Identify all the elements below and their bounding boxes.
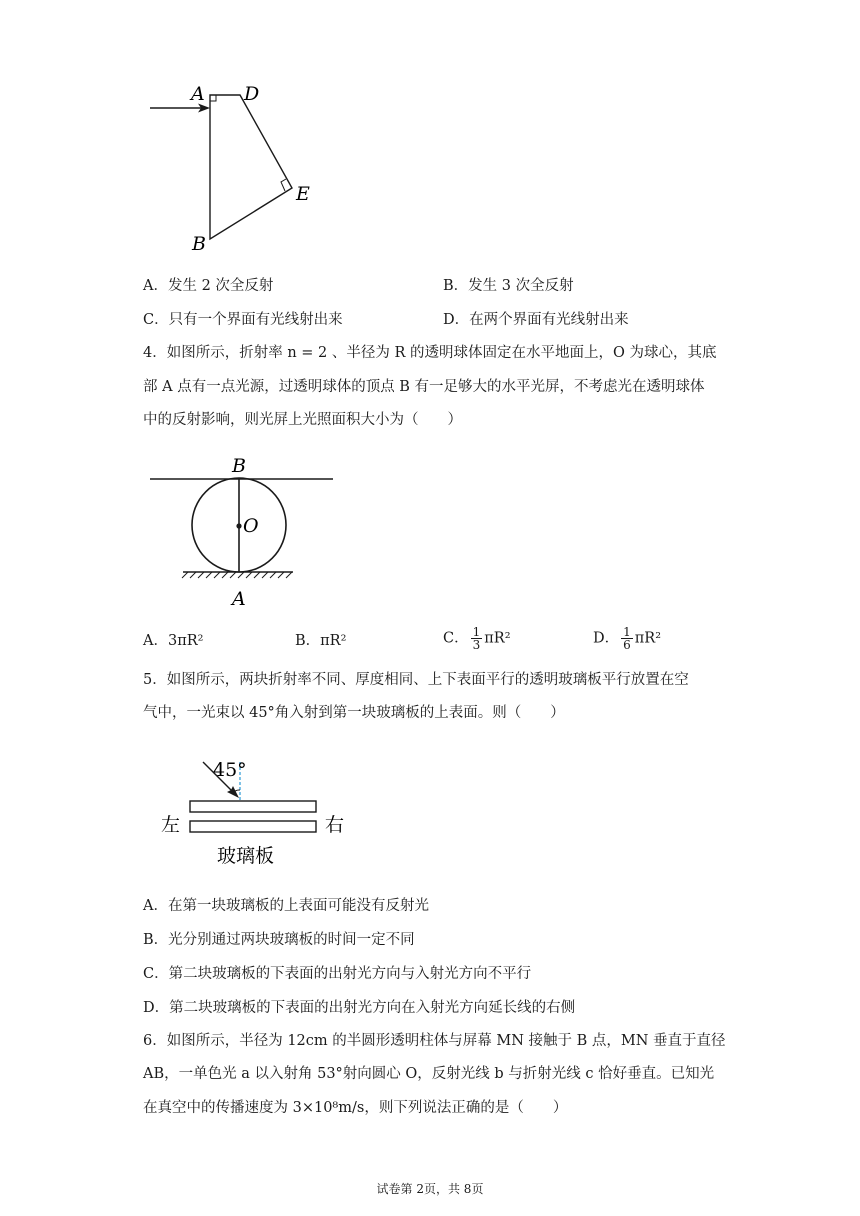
- q4-option-a[interactable]: A．3πR²: [143, 633, 204, 649]
- q4-option-c-prefix: C．: [443, 630, 469, 647]
- label-a: A: [191, 83, 205, 105]
- q5-text-line1: 5．如图所示，两块折射率不同、厚度相同、上下表面平行的透明玻璃板平行放置在空: [143, 672, 689, 688]
- q3-option-b[interactable]: B．发生 3 次全反射: [443, 278, 574, 294]
- label-e: E: [296, 183, 310, 205]
- q4-option-d-prefix: D．: [593, 630, 620, 647]
- prism-figure: [140, 78, 340, 258]
- q3-option-c[interactable]: C．只有一个界面有光线射出来: [143, 312, 343, 328]
- q6-text-line2: AB，一单色光 a 以入射角 53°射向圆心 O，反射光线 b 与折射光线 c 恰好垂直。已知光: [143, 1066, 715, 1082]
- q4-option-d-suffix: πR²: [634, 630, 662, 647]
- q5-option-d[interactable]: D．第二块玻璃板的下表面的出射光方向在入射光方向延长线的右侧: [143, 1000, 576, 1016]
- right-label: 右: [325, 814, 345, 836]
- page-footer: 试卷第 2页，共 8页: [376, 1182, 484, 1196]
- angle-label: 45°: [213, 759, 247, 781]
- label-b: B: [232, 455, 246, 477]
- label-d: D: [244, 83, 260, 105]
- q4-text-line2: 部 A 点有一点光源，过透明球体的顶点 B 有一足够大的水平光屏，不考虑光在透明球体: [143, 379, 705, 395]
- q4-text-line1: 4．如图所示，折射率 n = 2 、半径为 R 的透明球体固定在水平地面上，O 为球心，其底: [143, 345, 717, 361]
- q4-option-d[interactable]: [593, 626, 661, 651]
- label-o: O: [243, 515, 259, 537]
- q3-option-d[interactable]: D．在两个界面有光线射出来: [443, 312, 629, 328]
- label-a: A: [232, 588, 246, 610]
- q4-option-c-suffix: πR²: [484, 630, 511, 647]
- left-label: 左: [161, 814, 181, 836]
- fraction: $\frac{1}{6}$: [623, 625, 631, 652]
- q5-text-line2: 气中，一光束以 45°角入射到第一块玻璃板的上表面。则（ ）: [143, 705, 565, 721]
- q5-option-a[interactable]: A．在第一块玻璃板的上表面可能没有反射光: [143, 898, 429, 914]
- q3-option-a[interactable]: A．发生 2 次全反射: [143, 278, 274, 294]
- q6-text-line1: 6．如图所示，半径为 12cm 的半圆形透明柱体与屏幕 MN 接触于 B 点，MN 垂直于直径: [143, 1033, 726, 1049]
- glass-plates-figure: [155, 752, 365, 872]
- label-b: B: [192, 233, 206, 255]
- q5-option-b[interactable]: B．光分别通过两块玻璃板的时间一定不同: [143, 932, 415, 948]
- fraction: $\frac{1}{3}$: [472, 625, 481, 652]
- q4-text-line3: 中的反射影响，则光屏上光照面积大小为（ ）: [143, 412, 462, 428]
- q4-option-c[interactable]: [443, 626, 511, 651]
- q4-option-b[interactable]: B．πR²: [295, 633, 347, 649]
- q5-option-c[interactable]: C．第二块玻璃板的下表面的出射光方向与入射光方向不平行: [143, 966, 532, 982]
- q6-text-line3: 在真空中的传播速度为 3×10⁸m/s，则下列说法正确的是（ ）: [143, 1100, 568, 1116]
- figure-caption: 玻璃板: [217, 845, 275, 867]
- sphere-figure: [140, 448, 340, 613]
